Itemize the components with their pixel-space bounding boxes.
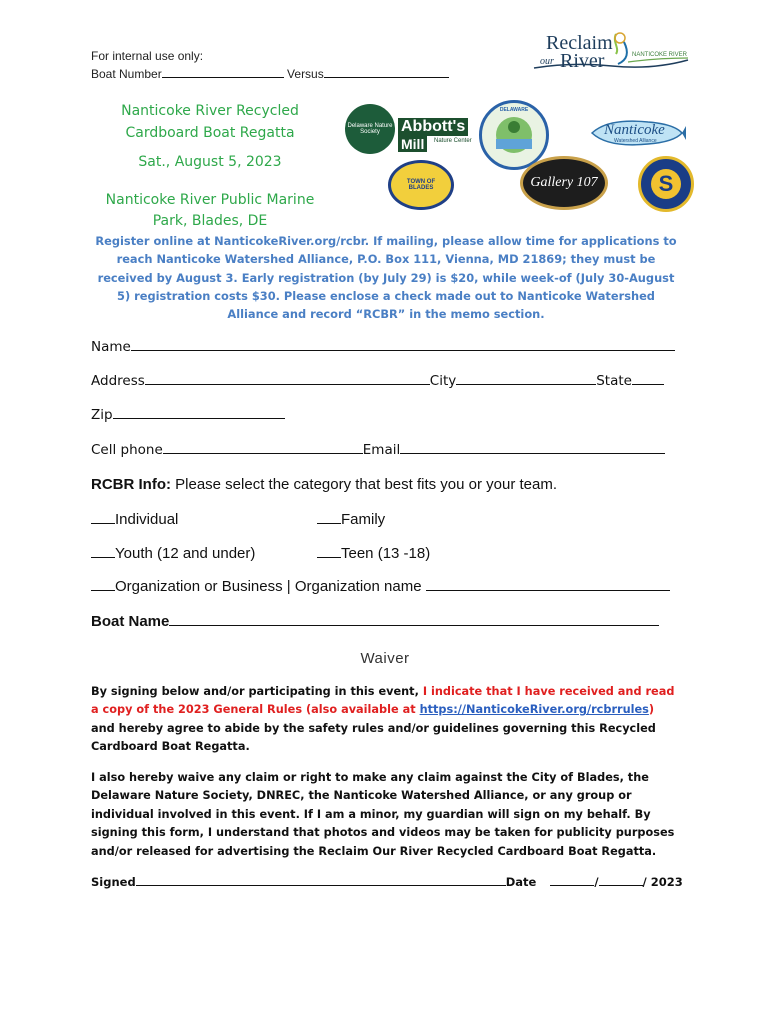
city-blank[interactable]	[456, 372, 596, 385]
state-blank[interactable]	[632, 372, 664, 385]
name-blank[interactable]	[131, 338, 675, 351]
date-day-blank[interactable]	[599, 873, 643, 886]
waiver-heading: Waiver	[360, 650, 410, 667]
rcbr-info-label: RCBR Info:	[91, 476, 171, 493]
logo-our-text: our	[540, 56, 554, 67]
town-of-blades-seal-logo: TOWN OF BLADES	[388, 160, 454, 210]
boat-number-blank[interactable]	[162, 65, 284, 78]
name-label: Name	[91, 339, 131, 355]
date-month-blank[interactable]	[550, 873, 594, 886]
zip-row	[91, 406, 285, 423]
category-individual[interactable]: Individual	[91, 511, 178, 528]
logo-reclaim-text: Reclaim	[546, 32, 613, 54]
signature-blank[interactable]	[136, 873, 506, 886]
logo-river-text: River	[560, 50, 605, 72]
youth-checkbox-blank[interactable]	[91, 545, 115, 558]
organization-name-blank[interactable]	[426, 578, 670, 591]
zip-blank[interactable]	[113, 406, 285, 419]
event-location: Nanticoke River Public Marine Park, Blades, DE	[105, 192, 315, 229]
signed-label: Signed	[91, 875, 136, 889]
individual-checkbox-blank[interactable]	[91, 511, 115, 524]
nanticoke-watershed-logo: Nanticoke Watershed Alliance	[588, 116, 686, 150]
gallery-107-logo: Gallery 107	[520, 156, 608, 210]
contact-row	[91, 441, 665, 458]
name-row	[91, 338, 675, 355]
logo-tag-text: NANTICOKE RIVER	[632, 52, 688, 58]
state-label: State	[596, 373, 632, 389]
rcbr-info	[91, 476, 557, 493]
event-title: Nanticoke River Recycled Cardboard Boat Regatta	[121, 103, 299, 141]
zip-label: Zip	[91, 407, 113, 423]
rules-notice: I indicate that I have received and read a copy of the 2023 General Rules (also available at	[91, 685, 675, 717]
category-organization[interactable]: Organization or Business | Organization name	[91, 578, 670, 595]
dnrec-seal-logo: DELAWARE	[479, 100, 549, 170]
category-family[interactable]: Family	[317, 511, 385, 528]
versus-blank[interactable]	[324, 65, 449, 78]
email-blank[interactable]	[400, 441, 665, 454]
reclaim-our-river-logo	[532, 28, 692, 78]
rules-link[interactable]: https://NanticokeRiver.org/rcbrrules	[419, 703, 649, 717]
internal-use-block	[91, 48, 449, 83]
category-youth[interactable]: Youth (12 and under)	[91, 545, 255, 562]
registration-instructions: Register online at NanticokeRiver.org/rcbr. If mailing, please allow time for applications to reach Nanticoke Watershed Alliance, P.O. Box 111, Vienna, MD 21869; they must be received by August 3. Early registration (by July 29) is $20, while week-of (July 30-August 5) registration costs $30. Please enclose a check made out to Nanticoke Watershed Alliance and record “RCBR” in the memo section.	[95, 234, 677, 322]
date-label: Date	[505, 875, 537, 889]
event-date: Sat., August 5, 2023	[138, 154, 282, 170]
organization-checkbox-blank[interactable]	[91, 578, 115, 591]
waiver-paragraph-1: By signing below and/or participating in this event, I indicate that I have received and read a copy of the 2023 General Rules (also available at https://NanticokeRiver.org/rcbrrules) and hereby agree to abide by the safety rules and/or guidelines governing this Recycled Cardboard Boat Regatta.	[91, 685, 675, 754]
category-teen[interactable]: Teen (13 -18)	[317, 545, 430, 562]
cell-phone-label: Cell phone	[91, 442, 163, 458]
cell-phone-blank[interactable]	[163, 441, 363, 454]
delaware-nature-society-logo: Delaware Nature Society	[345, 104, 395, 154]
versus-label: Versus	[287, 67, 324, 81]
address-row	[91, 372, 664, 389]
rcbr-info-prompt: Please select the category that best fits you or your team.	[170, 476, 558, 493]
teen-checkbox-blank[interactable]	[317, 545, 341, 558]
family-checkbox-blank[interactable]	[317, 511, 341, 524]
seaford-school-seal-logo: S	[638, 156, 694, 212]
abbotts-mill-logo: Abbott's Mill Nature Center	[398, 118, 474, 152]
signature-row: Signed Date / / 2023	[91, 875, 683, 889]
boat-name-row	[91, 613, 659, 630]
internal-use-label: For internal use only:	[91, 49, 204, 63]
waiver-paragraph-2: I also hereby waive any claim or right to make any claim against the City of Blades, the Delaware Nature Society, DNREC, the Nanticoke Watershed Alliance, or any group or individual involved in this event. If I am a minor, my guardian will sign on my behalf. By signing this form, I understand that photos and videos may be taken for publicity purposes and/or released for advertising the Reclaim Our River Recycled Cardboard Boat Regatta.	[91, 771, 675, 858]
city-label: City	[429, 373, 457, 389]
email-label: Email	[362, 442, 401, 458]
boat-name-blank[interactable]	[169, 613, 659, 626]
date-year: / 2023	[642, 875, 683, 889]
address-blank[interactable]	[145, 372, 430, 385]
boat-number-label: Boat Number	[91, 67, 162, 81]
address-label: Address	[91, 373, 145, 389]
boat-name-label: Boat Name	[91, 613, 170, 630]
